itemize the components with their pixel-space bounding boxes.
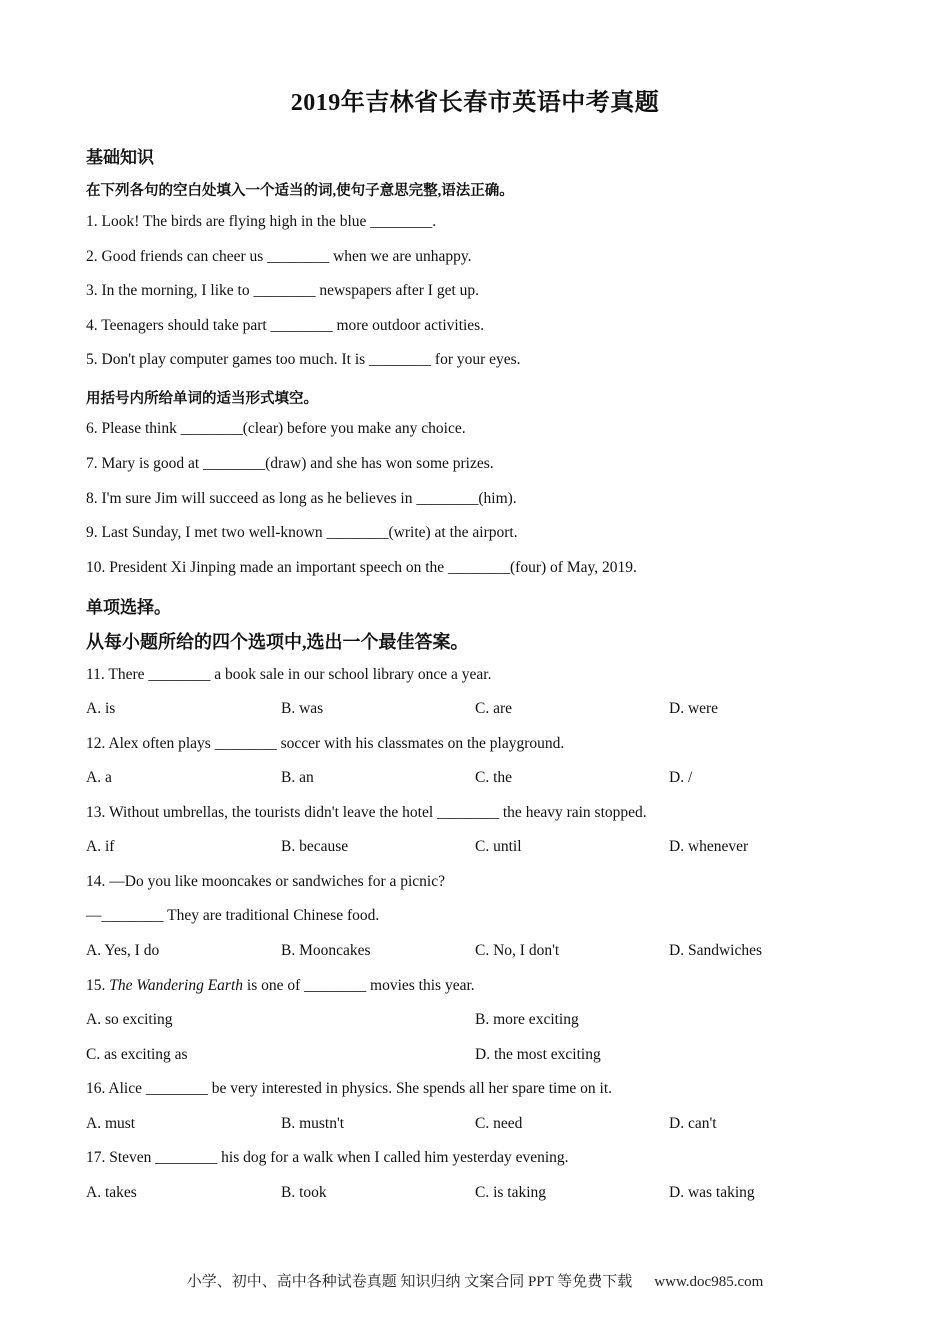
question-6: 6. Please think ________(clear) before you make any choice. [86,420,466,437]
question-10: 10. President Xi Jinping made an important speech on the ________(four) of May, 2019. [86,559,637,576]
page-title: 2019年吉林省长春市英语中考真题 [290,90,660,116]
question-3: 3. In the morning, I like to ________ newspapers after I get up. [86,282,480,299]
q15-prefix: 15. [86,977,110,994]
q11-option-b: B. was [281,700,324,717]
q16-option-d: D. can't [669,1115,717,1132]
q11-option-a: A. is [86,700,116,717]
q15-suffix: is one of ________ movies this year. [243,977,475,994]
instruction-fill-blank: 在下列各句的空白处填入一个适当的词,使句子意思完整,语法正确。 [86,183,514,199]
q12-option-a: A. a [86,769,112,786]
q15-option-a: A. so exciting [86,1011,173,1028]
q12-option-c: C. the [475,769,513,786]
q16-option-b: B. mustn't [281,1115,345,1132]
q14-option-c: C. No, I don't [475,942,560,959]
instruction-word-form: 用括号内所给单词的适当形式填空。 [86,391,318,407]
question-17: 17. Steven ________ his dog for a walk when I called him yesterday evening. [86,1149,569,1166]
footer-text: 小学、初中、高中各种试卷真题 知识归纳 文案合同 PPT 等免费下载 [186,1274,633,1290]
q14-option-a: A. Yes, I do [86,942,160,959]
q15-movie-title: The Wandering Earth [109,977,244,994]
q13-option-b: B. because [281,838,349,855]
q13-option-c: C. until [475,838,522,855]
question-9: 9. Last Sunday, I met two well-known ________(write) at the airport. [86,524,518,541]
question-1: 1. Look! The birds are flying high in the blue ________. [86,213,437,230]
question-16: 16. Alice ________ be very interested in physics. She spends all her spare time on it. [86,1080,613,1097]
q15-option-b: B. more exciting [475,1011,579,1028]
question-14-response: —________ They are traditional Chinese food. [86,907,380,924]
q17-option-c: C. is taking [475,1184,547,1201]
section-heading-basic-knowledge: 基础知识 [86,148,154,167]
q17-option-a: A. takes [86,1184,137,1201]
question-8: 8. I'm sure Jim will succeed as long as he believes in ________(him). [86,490,517,507]
q11-option-d: D. were [669,700,719,717]
q16-option-a: A. must [86,1115,136,1132]
question-14: 14. —Do you like mooncakes or sandwiches for a picnic? [86,873,445,890]
q14-option-b: B. Mooncakes [281,942,371,959]
q14-option-d: D. Sandwiches [669,942,762,959]
q16-option-c: C. need [475,1115,523,1132]
instruction-choose-best: 从每小题所给的四个选项中,选出一个最佳答案。 [86,632,469,652]
footer-site-link[interactable]: www.doc985.com [654,1274,764,1290]
question-11: 11. There ________ a book sale in our school library once a year. [86,666,492,683]
question-2: 2. Good friends can cheer us ________ when we are unhappy. [86,248,472,265]
question-15 [86,977,475,995]
question-12: 12. Alex often plays ________ soccer with his classmates on the playground. [86,735,565,752]
q17-option-d: D. was taking [669,1184,755,1201]
q12-option-d: D. / [669,769,693,786]
question-5: 5. Don't play computer games too much. It is ________ for your eyes. [86,351,521,368]
q13-option-d: D. whenever [669,838,749,855]
q11-option-c: C. are [475,700,513,717]
question-4: 4. Teenagers should take part ________ more outdoor activities. [86,317,485,334]
q15-option-d: D. the most exciting [475,1046,601,1063]
q13-option-a: A. if [86,838,115,855]
section-heading-multiple-choice: 单项选择。 [86,598,171,617]
q15-option-c: C. as exciting as [86,1046,188,1063]
q17-option-b: B. took [281,1184,327,1201]
page-footer [0,1270,950,1291]
question-7: 7. Mary is good at ________(draw) and she has won some prizes. [86,455,494,472]
question-13: 13. Without umbrellas, the tourists didn't leave the hotel ________ the heavy rain stopped. [86,804,647,821]
q12-option-b: B. an [281,769,314,786]
